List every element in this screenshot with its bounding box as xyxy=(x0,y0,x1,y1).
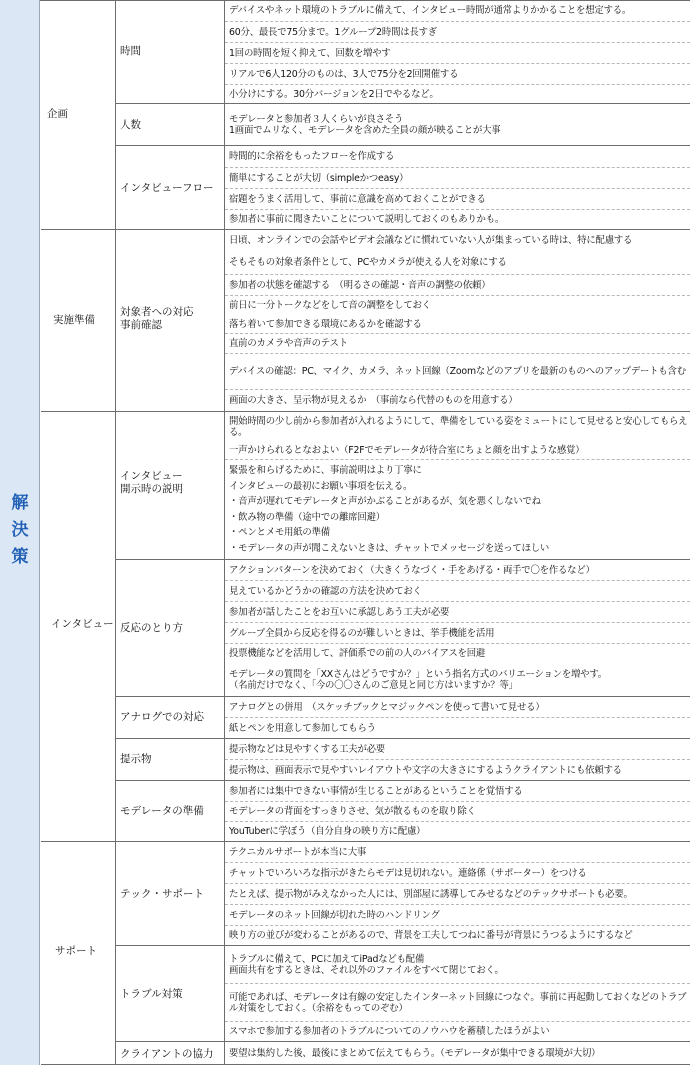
row-text: 宿題をうまく活用して、事前に意識を高めておくことができる xyxy=(229,193,486,205)
group-cell xyxy=(116,146,225,230)
table-row xyxy=(225,43,690,64)
row-text: 前日に一分トークなどをして音の調整をしておく xyxy=(229,300,431,311)
row-text: YouTuberに学ぼう（自分自身の映り方に配慮） xyxy=(229,826,426,837)
table-row xyxy=(225,926,690,946)
table-row xyxy=(225,905,690,926)
table-row xyxy=(225,390,690,412)
row-text: 一声かけられるとなおよい（F2Fでモデレータが待合室にちょと顔を出すような感覚） xyxy=(229,445,585,456)
table-row xyxy=(225,230,690,250)
row-text: アクションパターンを決めておく（大きくうなづく・手をあげる・両手で〇を作るなど） xyxy=(229,564,595,576)
table-row xyxy=(225,250,690,275)
row-text: 映り方の並びが変わることがあるので、背景を工夫してつねに番号が背景にうつるようにするなど xyxy=(229,930,633,941)
table-row xyxy=(225,822,690,842)
row-text: モデレータと参加者３人くらいが良さそう 1画面でムリなく、モデレータを含めた全員の顔が映ることが大事 xyxy=(229,113,501,136)
group-cell xyxy=(116,230,225,412)
table-row xyxy=(225,697,690,718)
row-text: モデレータのネット回線が切れた時のハンドリング xyxy=(229,909,440,921)
group-label: モデレータの準備 xyxy=(120,805,204,817)
row-text: 時間的に余裕をもったフローを作成する xyxy=(229,151,395,162)
row-text: 落ち着いて参加できる環境にあるかを確認する xyxy=(229,318,422,330)
table-row xyxy=(225,760,690,781)
group-label: インタビュー 開示時の説明 xyxy=(120,470,183,495)
row-text: 緊張を和らげるために、事前説明はより丁寧に インタビューの最初にお願い事項を伝える。 ・音声が遅れてモデレータと声がかぶることがあるが、気を悪くしないでね ・飲み物の準備（途中での離席回避） ・ペンとメモ用紙の準備 ・モデレータの声が聞こえないときは、チャットでメッセージを送ってほしい xyxy=(229,465,550,554)
table-row xyxy=(225,0,690,22)
table-row xyxy=(225,1022,690,1042)
row-text: アナログとの併用 （スケッチブックとマジックペンを使って書いて見せる） xyxy=(229,701,545,713)
row-text: 日頃、オンラインでの会話やビデオ会議などに慣れていない人が集まっている時は、特に配慮する xyxy=(229,234,633,246)
group-label: 対象者への対応 事前確認 xyxy=(120,306,194,331)
table-row xyxy=(225,984,690,1022)
row-text: 要望は集約した後、最後にまとめて伝えてもらう。（モデレータが集中できる環境が大切） xyxy=(229,1047,601,1059)
row-text: モデレータの背面をすっきりさせ、気が散るものを取り除く xyxy=(229,806,476,817)
row-text: スマホで参加する参加者のトラブルについてのノウハウを蓄積したほうがよい xyxy=(229,1026,550,1037)
group-cell xyxy=(116,946,225,1042)
group-cell xyxy=(116,412,225,560)
section-cell xyxy=(41,230,116,412)
table-row xyxy=(225,296,690,315)
group-label: 人数 xyxy=(120,119,141,131)
section-label: 企画 xyxy=(47,108,68,120)
table-row xyxy=(225,146,690,168)
group-label: 提示物 xyxy=(120,753,152,765)
section-cell xyxy=(41,842,116,1065)
row-text: リアルで6人120分のものは、3人で75分を2回開催する xyxy=(229,68,459,80)
group-cell xyxy=(116,1042,225,1065)
table-row xyxy=(225,189,690,210)
table-row xyxy=(225,315,690,334)
group-cell xyxy=(116,739,225,781)
side-category-label: 解 決 策 xyxy=(11,493,29,567)
section-label: 実施準備 xyxy=(53,314,95,326)
table-row xyxy=(225,64,690,85)
table-row xyxy=(225,85,690,104)
row-text: 参加者に事前に聞きたいことについて説明しておくのもありかも。 xyxy=(229,214,505,225)
row-text: たとえば、提示物がみえなかった人には、別部屋に誘導してみせるなどのテックサポートも必要。 xyxy=(229,888,633,900)
row-text: テクニカルサポートが本当に大事 xyxy=(229,846,367,858)
row-text: そもそもの対象者条件として、PCやカメラが使える人を対象にする xyxy=(229,256,507,268)
row-text: トラブルに備えて、PCに加えてiPadなども配備 画面共有をするときは、それ以外のファイルをすべて閉じておく。 xyxy=(229,953,504,976)
table-row xyxy=(225,412,690,442)
group-label: クライアントの協力 xyxy=(120,1048,214,1060)
table-row xyxy=(225,460,690,560)
row-text: デバイスの確認：PC、マイク、カメラ、ネット回線（Zoomなどのアプリを最新のものへのアップデートも含む xyxy=(229,366,686,377)
group-cell xyxy=(116,697,225,739)
table-row xyxy=(225,718,690,739)
table-row xyxy=(225,781,690,802)
group-label: 反応のとり方 xyxy=(120,622,183,634)
group-cell xyxy=(116,560,225,697)
side-category-column xyxy=(0,0,40,1065)
group-label: 時間 xyxy=(120,45,141,57)
row-text: 60分、最長で75分まで。1グループ2時間は長すぎ xyxy=(229,26,437,38)
row-text: チャットでいろいろな指示がきたらモデは見切れない。連絡係（サポーター）をつける xyxy=(229,867,587,879)
row-text: 投票機能などを活用して、評価系での前の人のバイアスを回避 xyxy=(229,648,486,659)
table-row xyxy=(225,842,690,863)
table-row xyxy=(225,581,690,602)
table-row xyxy=(225,104,690,146)
table-row xyxy=(225,602,690,623)
table-row xyxy=(225,644,690,663)
row-text: 開始時間の少し前から参加者が入れるようにして、準備をしている姿をミュートにして見せると安心してもらえる。 xyxy=(229,416,688,438)
row-text: 提示物は、画面表示で見やすいレイアウトや文字の大きさにするようクライアントにも依頼する xyxy=(229,764,622,776)
table-row xyxy=(225,802,690,822)
row-text: モデレータの質問を「XXさんはどうですか？」という指名方式のバリエーションを増やす。 （名前だけでなく、「今の〇〇さんのご意見と同じ方はいますか？等」 xyxy=(229,668,607,691)
group-label: アナログでの対応 xyxy=(120,711,204,723)
table-row xyxy=(225,168,690,189)
row-text: 提示物などは見やすくする工夫が必要 xyxy=(229,743,385,755)
row-text: 参加者には集中できない事情が生じることがあるということを覚悟する xyxy=(229,785,523,797)
section-cell xyxy=(41,0,116,230)
table-row xyxy=(225,1042,690,1065)
table-row xyxy=(225,946,690,984)
row-text: 紙とペンを用意して参加してもらう xyxy=(229,722,376,734)
table-row xyxy=(225,275,690,296)
row-text: 参加者が話したことをお互いに承認しあう工夫が必要 xyxy=(229,606,450,618)
table-row xyxy=(225,739,690,760)
row-text: 簡単にすることが大切（simpleかつeasy） xyxy=(229,172,409,184)
group-label: テック・サポート xyxy=(120,888,204,900)
row-text: 画面の大きさ、呈示物が見えるか （事前なら代替のものを用意する） xyxy=(229,395,518,406)
table-row xyxy=(225,210,690,230)
group-label: インタビューフロー xyxy=(120,182,214,194)
group-label: トラブル対策 xyxy=(120,988,183,1000)
table-row xyxy=(225,884,690,905)
row-text: 見えているかどうかの確認の方法を決めておく xyxy=(229,585,422,597)
group-cell xyxy=(116,0,225,104)
row-text: 1回の時間を短く抑えて、回数を増やす xyxy=(229,47,391,59)
row-text: 小分けにする。30分バージョンを2日でやるなど。 xyxy=(229,88,439,100)
row-text: デバイスやネット環境のトラブルに備えて、インタビュー時間が通常よりかかることを想定する。 xyxy=(229,5,632,16)
group-cell xyxy=(116,842,225,946)
row-text: グループ全員から反応を得るのが難しいときは、挙手機能を活用 xyxy=(229,627,495,639)
table-row xyxy=(225,663,690,697)
row-text: 可能であれば、モデレータは有線の安定したインターネット回線につなぐ。事前に再起動しておくなどのトラブル対策をしておく。（余裕をもってのぞむ） xyxy=(229,991,687,1014)
table-row xyxy=(225,442,690,460)
table-row xyxy=(225,334,690,354)
table-row xyxy=(225,354,690,390)
section-label: インタビュー xyxy=(51,618,114,630)
table-row xyxy=(225,22,690,43)
row-text: 直前のカメラや音声のテスト xyxy=(229,338,348,349)
section-label: サポート xyxy=(55,945,97,957)
group-cell xyxy=(116,781,225,842)
table-row xyxy=(225,623,690,644)
group-cell xyxy=(116,104,225,146)
table-row xyxy=(225,863,690,884)
table-row xyxy=(225,560,690,581)
row-text: 参加者の状態を確認する （明るさの確認・音声の調整の依頼） xyxy=(229,279,491,291)
section-cell xyxy=(41,412,116,842)
